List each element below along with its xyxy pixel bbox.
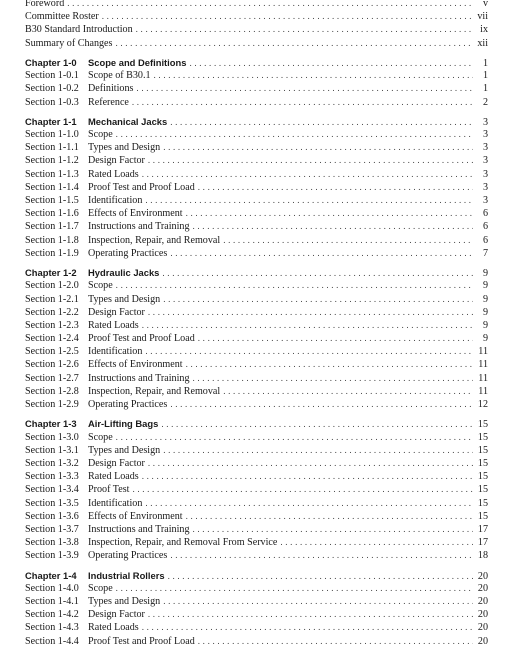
dot-leader: [67, 0, 473, 10]
section-number: Section 1-4.0: [25, 582, 79, 594]
toc-entry-section[interactable]: [25, 168, 488, 181]
toc-entry-section[interactable]: [25, 457, 488, 470]
page-number: v: [482, 0, 488, 9]
toc-entry-label: [25, 417, 158, 430]
toc-entry-section[interactable]: [25, 549, 488, 562]
dot-leader: [116, 582, 473, 595]
toc-entry-label: [25, 319, 139, 332]
toc-entry-label: [25, 0, 64, 10]
section-title: Scope: [88, 129, 113, 141]
page-number: 20: [477, 609, 488, 621]
toc-entry-section[interactable]: [25, 220, 488, 233]
toc-entry-label: [25, 549, 167, 562]
page-number: xii: [477, 37, 488, 49]
toc-entry-section[interactable]: [25, 141, 488, 154]
toc-entry-label: [25, 385, 220, 398]
dot-leader: [223, 385, 473, 398]
section-title: Types and Design: [88, 596, 161, 607]
dot-leader: [163, 595, 473, 608]
toc-entry-label: [25, 69, 151, 82]
section-title: Inspection, Repair, and Removal: [88, 234, 221, 246]
toc-entry-label: [25, 293, 160, 306]
section-number: Section 1-1.4: [25, 181, 79, 193]
toc-entry-label: [25, 536, 277, 549]
dot-leader: [132, 483, 473, 496]
dot-leader: [148, 457, 473, 470]
section-title: Design Factor: [88, 155, 145, 167]
table-of-contents: [25, 0, 488, 648]
toc-entry-label: [25, 266, 159, 279]
toc-entry-label: [25, 23, 133, 36]
toc-entry-label: [25, 96, 129, 109]
dot-leader: [163, 293, 473, 306]
toc-entry-label: [25, 457, 145, 470]
entry-title: Committee Roster: [25, 11, 99, 23]
section-title: Effects of Environment: [88, 510, 183, 522]
dot-leader: [193, 372, 474, 385]
dot-leader: [142, 621, 473, 634]
dot-leader: [154, 69, 473, 82]
toc-entry-label: [25, 582, 113, 595]
toc-entry-section[interactable]: [25, 194, 488, 207]
section-number: Section 1-3.7: [25, 523, 79, 535]
toc-entry-label: [25, 431, 113, 444]
toc-entry-label: [25, 115, 167, 128]
dot-leader: [142, 168, 473, 181]
section-number: Section 1-3.2: [25, 457, 79, 469]
dot-leader: [170, 398, 473, 411]
dot-leader: [145, 194, 473, 207]
toc-entry-section[interactable]: [25, 510, 488, 523]
section-number: Section 1-2.8: [25, 385, 79, 397]
page-number: 20: [477, 582, 488, 594]
section-title: Scope: [88, 431, 113, 443]
toc-entry-front-matter[interactable]: [25, 23, 488, 36]
dot-leader: [163, 444, 473, 457]
toc-entry-section[interactable]: [25, 247, 488, 260]
dot-leader: [136, 23, 473, 36]
chapter-number: Chapter 1-4: [25, 569, 77, 581]
toc-entry-section[interactable]: [25, 96, 488, 109]
toc-entry-section[interactable]: [25, 279, 488, 292]
page-number: 3: [482, 129, 488, 141]
section-number: Section 1-1.3: [25, 168, 79, 180]
toc-entry-label: [25, 345, 142, 358]
section-number: Section 1-2.7: [25, 372, 79, 384]
page-number: 15: [477, 510, 488, 522]
page-number: 6: [482, 208, 488, 220]
toc-entry-section[interactable]: [25, 372, 488, 385]
toc-entry-section[interactable]: [25, 345, 488, 358]
section-number: Section 1-4.3: [25, 622, 79, 634]
section-title: Identification: [88, 346, 143, 358]
section-number: Section 1-0.1: [25, 70, 79, 82]
toc-entry-label: [25, 470, 139, 483]
page-number: 15: [477, 419, 488, 431]
entry-title: Foreword: [25, 0, 65, 9]
section-number: Section 1-1.7: [25, 221, 79, 233]
section-title: Proof Test and Proof Load: [88, 333, 195, 345]
section-number: Section 1-4.2: [25, 609, 79, 621]
entry-title: Summary of Changes: [25, 37, 113, 49]
section-title: Types and Design: [88, 142, 161, 154]
toc-entry-section[interactable]: [25, 523, 488, 536]
page-number: 20: [477, 622, 488, 634]
dot-leader: [102, 10, 473, 23]
section-title: Scope of B30.1: [88, 70, 151, 82]
page-number: 20: [477, 635, 488, 647]
toc-entry-section[interactable]: [25, 207, 488, 220]
toc-entry-section[interactable]: [25, 82, 488, 95]
page-number: 15: [477, 457, 488, 469]
toc-entry-label: [25, 128, 113, 141]
section-title: Scope: [88, 582, 113, 594]
dot-leader: [116, 431, 473, 444]
toc-entry-label: [25, 220, 190, 233]
toc-entry-label: [25, 234, 220, 247]
entry-title: B30 Standard Introduction: [25, 24, 133, 36]
section-number: Section 1-1.8: [25, 234, 79, 246]
toc-entry-label: [25, 372, 190, 385]
page-number: 15: [477, 484, 488, 496]
page-number: 3: [482, 155, 488, 167]
section-number: Section 1-3.6: [25, 510, 79, 522]
dot-leader: [163, 141, 473, 154]
toc-entry-section[interactable]: [25, 293, 488, 306]
section-number: Section 1-1.2: [25, 155, 79, 167]
chapter-title: Scope and Definitions: [88, 56, 187, 68]
toc-entry-label: [25, 279, 113, 292]
page-number: 2: [482, 96, 488, 108]
section-number: Section 1-1.6: [25, 208, 79, 220]
section-number: Section 1-1.9: [25, 247, 79, 259]
chapter-number: Chapter 1-1: [25, 115, 77, 127]
page-number: 9: [482, 293, 488, 305]
section-number: Section 1-3.9: [25, 550, 79, 562]
section-title: Operating Practices: [88, 399, 168, 410]
toc-entry-section[interactable]: [25, 306, 488, 319]
section-title: Definitions: [88, 83, 134, 95]
toc-entry-label: [25, 398, 167, 411]
toc-entry-section[interactable]: [25, 582, 488, 595]
dot-leader: [145, 497, 473, 510]
toc-entry-section[interactable]: [25, 444, 488, 457]
toc-entry-label: [25, 10, 99, 23]
section-title: Effects of Environment: [88, 208, 183, 220]
toc-entry-label: [25, 141, 160, 154]
page-number: 6: [482, 221, 488, 233]
dot-leader: [198, 181, 473, 194]
page-number: 15: [477, 471, 488, 483]
dot-leader: [142, 470, 473, 483]
toc-entry-section[interactable]: [25, 358, 488, 371]
section-title: Proof Test and Proof Load: [88, 635, 195, 647]
dot-leader: [170, 549, 473, 562]
page-number: 17: [477, 537, 488, 549]
dot-leader: [193, 220, 474, 233]
page-number: 3: [482, 116, 488, 128]
dot-leader: [223, 234, 473, 247]
section-title: Rated Loads: [88, 622, 139, 634]
page-number: 9: [482, 280, 488, 292]
section-number: Section 1-1.5: [25, 195, 79, 206]
toc-entry-chapter[interactable]: [25, 266, 488, 279]
page-number: 15: [477, 444, 488, 456]
chapter-number: Chapter 1-3: [25, 418, 77, 430]
toc-entry-section[interactable]: [25, 608, 488, 621]
section-title: Instructions and Training: [88, 221, 190, 233]
toc-entry-section[interactable]: [25, 332, 488, 345]
dot-leader: [198, 332, 473, 345]
section-number: Section 1-2.3: [25, 319, 79, 331]
page-number: 11: [478, 385, 488, 397]
section-number: Section 1-3.5: [25, 497, 79, 509]
section-title: Rated Loads: [88, 168, 139, 180]
section-number: Section 1-2.5: [25, 346, 79, 358]
dot-leader: [186, 510, 473, 523]
toc-entry-chapter[interactable]: [25, 417, 488, 430]
page-number: 1: [482, 83, 488, 95]
toc-entry-section[interactable]: [25, 398, 488, 411]
page-number: 11: [478, 346, 488, 358]
section-title: Design Factor: [88, 457, 145, 469]
section-title: Proof Test: [88, 484, 130, 496]
page-number: 3: [482, 181, 488, 193]
toc-entry-section[interactable]: [25, 319, 488, 332]
toc-entry-front-matter[interactable]: [25, 37, 488, 50]
page-number: 9: [482, 268, 488, 280]
section-title: Design Factor: [88, 306, 145, 318]
toc-entry-section[interactable]: [25, 181, 488, 194]
chapter-title: Hydraulic Jacks: [88, 267, 160, 279]
page-number: 9: [482, 306, 488, 318]
section-number: Section 1-2.9: [25, 399, 79, 410]
section-title: Scope: [88, 280, 113, 292]
section-number: Section 1-3.3: [25, 471, 79, 483]
section-number: Section 1-3.4: [25, 484, 79, 496]
toc-entry-section[interactable]: [25, 154, 488, 167]
page-number: 18: [477, 550, 488, 562]
toc-entry-section[interactable]: [25, 536, 488, 549]
page-number: 6: [482, 234, 488, 246]
toc-entry-section[interactable]: [25, 385, 488, 398]
dot-leader: [116, 279, 473, 292]
toc-entry-label: [25, 181, 195, 194]
page-number: 20: [477, 596, 488, 607]
toc-entry-label: [25, 510, 183, 523]
toc-entry-section[interactable]: [25, 621, 488, 634]
section-number: Section 1-0.2: [25, 83, 79, 95]
page-number: 15: [477, 431, 488, 443]
toc-entry-section[interactable]: [25, 69, 488, 82]
section-title: Reference: [88, 96, 129, 108]
page-number: 1: [482, 57, 488, 69]
toc-entry-label: [25, 483, 129, 496]
toc-entry-front-matter[interactable]: [25, 10, 488, 23]
section-title: Instructions and Training: [88, 372, 190, 384]
toc-entry-label: [25, 207, 183, 220]
toc-entry-label: [25, 154, 145, 167]
section-title: Instructions and Training: [88, 523, 190, 535]
section-title: Operating Practices: [88, 247, 168, 259]
page-number: 11: [478, 359, 488, 371]
toc-entry-label: [25, 168, 139, 181]
section-number: Section 1-2.2: [25, 306, 79, 318]
toc-entry-label: [25, 569, 165, 582]
toc-entry-chapter[interactable]: [25, 569, 488, 582]
section-title: Types and Design: [88, 444, 161, 456]
section-number: Section 1-2.0: [25, 280, 79, 292]
section-title: Effects of Environment: [88, 359, 183, 371]
section-number: Section 1-1.1: [25, 142, 79, 154]
section-number: Section 1-4.1: [25, 596, 79, 607]
page-number: 12: [477, 399, 488, 410]
section-number: Section 1-0.3: [25, 96, 79, 108]
toc-entry-label: [25, 194, 142, 207]
dot-leader: [116, 128, 473, 141]
chapter-title: Mechanical Jacks: [88, 115, 168, 127]
section-number: Section 1-2.1: [25, 293, 79, 305]
page-number: 9: [482, 333, 488, 345]
toc-entry-label: [25, 56, 186, 69]
dot-leader: [148, 154, 473, 167]
toc-entry-label: [25, 497, 142, 510]
section-number: Section 1-3.1: [25, 444, 79, 456]
section-number: Section 1-4.4: [25, 635, 79, 647]
section-title: Rated Loads: [88, 471, 139, 483]
page-number: 3: [482, 195, 488, 206]
page-number: 7: [482, 247, 488, 259]
section-title: Inspection, Repair, and Removal: [88, 385, 221, 397]
toc-entry-section[interactable]: [25, 234, 488, 247]
section-number: Section 1-2.4: [25, 333, 79, 345]
section-title: Types and Design: [88, 293, 161, 305]
section-title: Identification: [88, 195, 143, 206]
toc-entry-label: [25, 523, 190, 536]
dot-leader: [142, 319, 473, 332]
dot-leader: [193, 523, 474, 536]
dot-leader: [145, 345, 473, 358]
section-title: Identification: [88, 497, 143, 509]
toc-entry-front-matter[interactable]: [25, 0, 488, 10]
section-title: Operating Practices: [88, 550, 168, 562]
toc-entry-label: [25, 247, 167, 260]
toc-entry-label: [25, 621, 139, 634]
page-number: 20: [477, 570, 488, 582]
chapter-number: Chapter 1-2: [25, 267, 77, 279]
dot-leader: [132, 96, 473, 109]
toc-entry-label: [25, 82, 133, 95]
dot-leader: [148, 306, 473, 319]
page-number: 3: [482, 142, 488, 154]
dot-leader: [186, 358, 473, 371]
toc-entry-label: [25, 37, 112, 50]
section-title: Inspection, Repair, and Removal From Service: [88, 537, 278, 549]
toc-entry-section[interactable]: [25, 431, 488, 444]
dot-leader: [115, 37, 473, 50]
toc-entry-label: [25, 332, 195, 345]
section-number: Section 1-3.8: [25, 537, 79, 549]
section-number: Section 1-2.6: [25, 359, 79, 371]
dot-leader: [136, 82, 473, 95]
toc-entry-label: [25, 358, 183, 371]
toc-entry-section[interactable]: [25, 595, 488, 608]
section-number: Section 1-1.0: [25, 129, 79, 141]
toc-entry-label: [25, 444, 160, 457]
page-number: 15: [477, 497, 488, 509]
dot-leader: [280, 536, 473, 549]
section-title: Rated Loads: [88, 319, 139, 331]
section-number: Section 1-3.0: [25, 431, 79, 443]
dot-leader: [148, 608, 473, 621]
toc-entry-section[interactable]: [25, 497, 488, 510]
page-number: 9: [482, 319, 488, 331]
chapter-title: Industrial Rollers: [88, 569, 165, 581]
page-number: 11: [478, 372, 488, 384]
toc-entry-section[interactable]: [25, 128, 488, 141]
page-number: 1: [482, 70, 488, 82]
section-title: Proof Test and Proof Load: [88, 181, 195, 193]
chapter-title: Air-Lifting Bags: [88, 418, 159, 430]
toc-entry-chapter[interactable]: [25, 56, 488, 69]
toc-entry-label: [25, 595, 160, 608]
dot-leader: [170, 247, 473, 260]
toc-entry-section[interactable]: [25, 483, 488, 496]
page-number: 3: [482, 168, 488, 180]
toc-entry-chapter[interactable]: [25, 115, 488, 128]
section-title: Design Factor: [88, 609, 145, 621]
dot-leader: [186, 207, 473, 220]
toc-entry-label: [25, 306, 145, 319]
toc-entry-label: [25, 608, 145, 621]
page-number: ix: [480, 24, 488, 36]
page-number: 17: [477, 523, 488, 535]
chapter-number: Chapter 1-0: [25, 56, 77, 68]
toc-entry-section[interactable]: [25, 470, 488, 483]
page-number: vii: [477, 11, 488, 23]
